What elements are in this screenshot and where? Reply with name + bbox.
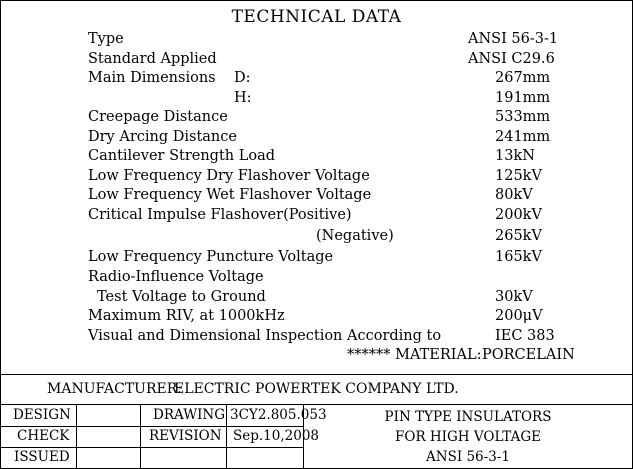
technical-data-section xyxy=(1,1,632,375)
product-line-2: FOR HIGH VOLTAGE xyxy=(395,429,541,445)
divider xyxy=(1,426,303,427)
spec-label: Low Frequency Puncture Voltage xyxy=(88,249,334,265)
section-title: TECHNICAL DATA xyxy=(231,7,402,27)
spec-row-max-riv xyxy=(1,308,632,328)
divider xyxy=(76,405,77,468)
spec-value: 241mm xyxy=(495,129,551,145)
spec-value: 200kV xyxy=(495,207,542,223)
spec-label: ****** MATERIAL: xyxy=(347,347,482,363)
spec-value: 267mm xyxy=(495,70,551,86)
spec-row-cantilever xyxy=(1,148,632,168)
drawing-number: 3CY2.805.053 xyxy=(230,407,327,423)
spec-row-dry-arcing xyxy=(1,129,632,149)
spec-label: Creepage Distance xyxy=(88,109,228,125)
spec-value: PORCELAIN xyxy=(482,347,575,363)
spec-row-creepage xyxy=(1,109,632,129)
divider xyxy=(1,447,303,448)
spec-row-puncture xyxy=(1,249,632,269)
product-line-3: ANSI 56-3-1 xyxy=(426,449,510,465)
spec-row-type xyxy=(1,31,632,51)
spec-label: Cantilever Strength Load xyxy=(88,148,276,164)
spec-label: Low Frequency Wet Flashover Voltage xyxy=(88,187,372,203)
spec-sublabel: D: xyxy=(234,70,251,86)
spec-row-lf-dry-flashover xyxy=(1,168,632,188)
spec-label: Dry Arcing Distance xyxy=(88,129,237,145)
spec-value: 13kN xyxy=(495,148,535,164)
manufacturer-name: ELECTRIC POWERTEK COMPANY LTD. xyxy=(174,381,459,397)
design-label: DESIGN xyxy=(13,407,71,423)
drawing-label: DRAWING xyxy=(153,407,225,423)
spec-label: Test Voltage to Ground xyxy=(97,289,266,305)
divider xyxy=(140,405,141,468)
title-block xyxy=(1,405,632,468)
spec-row-test-voltage xyxy=(1,289,632,309)
revision-date: Sep.10,2008 xyxy=(233,428,319,444)
spec-row-standard xyxy=(1,51,632,71)
spec-label: Radio-Influence Voltage xyxy=(88,269,264,285)
spec-value: 80kV xyxy=(495,187,533,203)
spec-value: 125kV xyxy=(495,168,542,184)
spec-value: 200μV xyxy=(495,308,543,324)
spec-value: IEC 383 xyxy=(495,328,555,344)
spec-label: Type xyxy=(88,31,124,47)
product-line-1: PIN TYPE INSULATORS xyxy=(384,409,552,425)
manufacturer-row xyxy=(1,375,632,405)
spec-value: ANSI C29.6 xyxy=(468,51,555,67)
spec-row-dimension-d xyxy=(1,70,632,90)
spec-row-inspection xyxy=(1,328,632,348)
spec-label: Critical Impulse Flashover(Positive) xyxy=(88,207,352,223)
divider xyxy=(226,405,227,468)
spec-row-material xyxy=(1,347,632,367)
spec-row-lf-wet-flashover xyxy=(1,187,632,207)
issued-label: ISSUED xyxy=(14,449,70,465)
spec-row-impulse-positive xyxy=(1,207,632,227)
spec-label: Standard Applied xyxy=(88,51,217,67)
spec-row-dimension-h xyxy=(1,90,632,110)
spec-label: Maximum RIV, at 1000kHz xyxy=(88,308,285,324)
spec-value: 30kV xyxy=(495,289,533,305)
manufacturer-label: MANUFACTURER: xyxy=(47,381,182,397)
spec-value: 165kV xyxy=(495,249,542,265)
product-description xyxy=(304,405,632,468)
check-label: CHECK xyxy=(17,428,70,444)
spec-label: Main Dimensions xyxy=(88,70,216,86)
spec-value: ANSI 56-3-1 xyxy=(468,31,559,47)
spec-row-riv-heading xyxy=(1,269,632,289)
spec-sublabel: (Negative) xyxy=(316,228,394,244)
spec-label: Low Frequency Dry Flashover Voltage xyxy=(88,168,370,184)
spec-value: 265kV xyxy=(495,228,542,244)
spec-sublabel: H: xyxy=(234,90,252,106)
revision-label: REVISION xyxy=(149,428,222,444)
spec-value: 533mm xyxy=(495,109,551,125)
spec-label: Visual and Dimensional Inspection According to xyxy=(88,328,442,344)
spec-row-impulse-negative xyxy=(1,228,632,248)
spec-value: 191mm xyxy=(495,90,551,106)
